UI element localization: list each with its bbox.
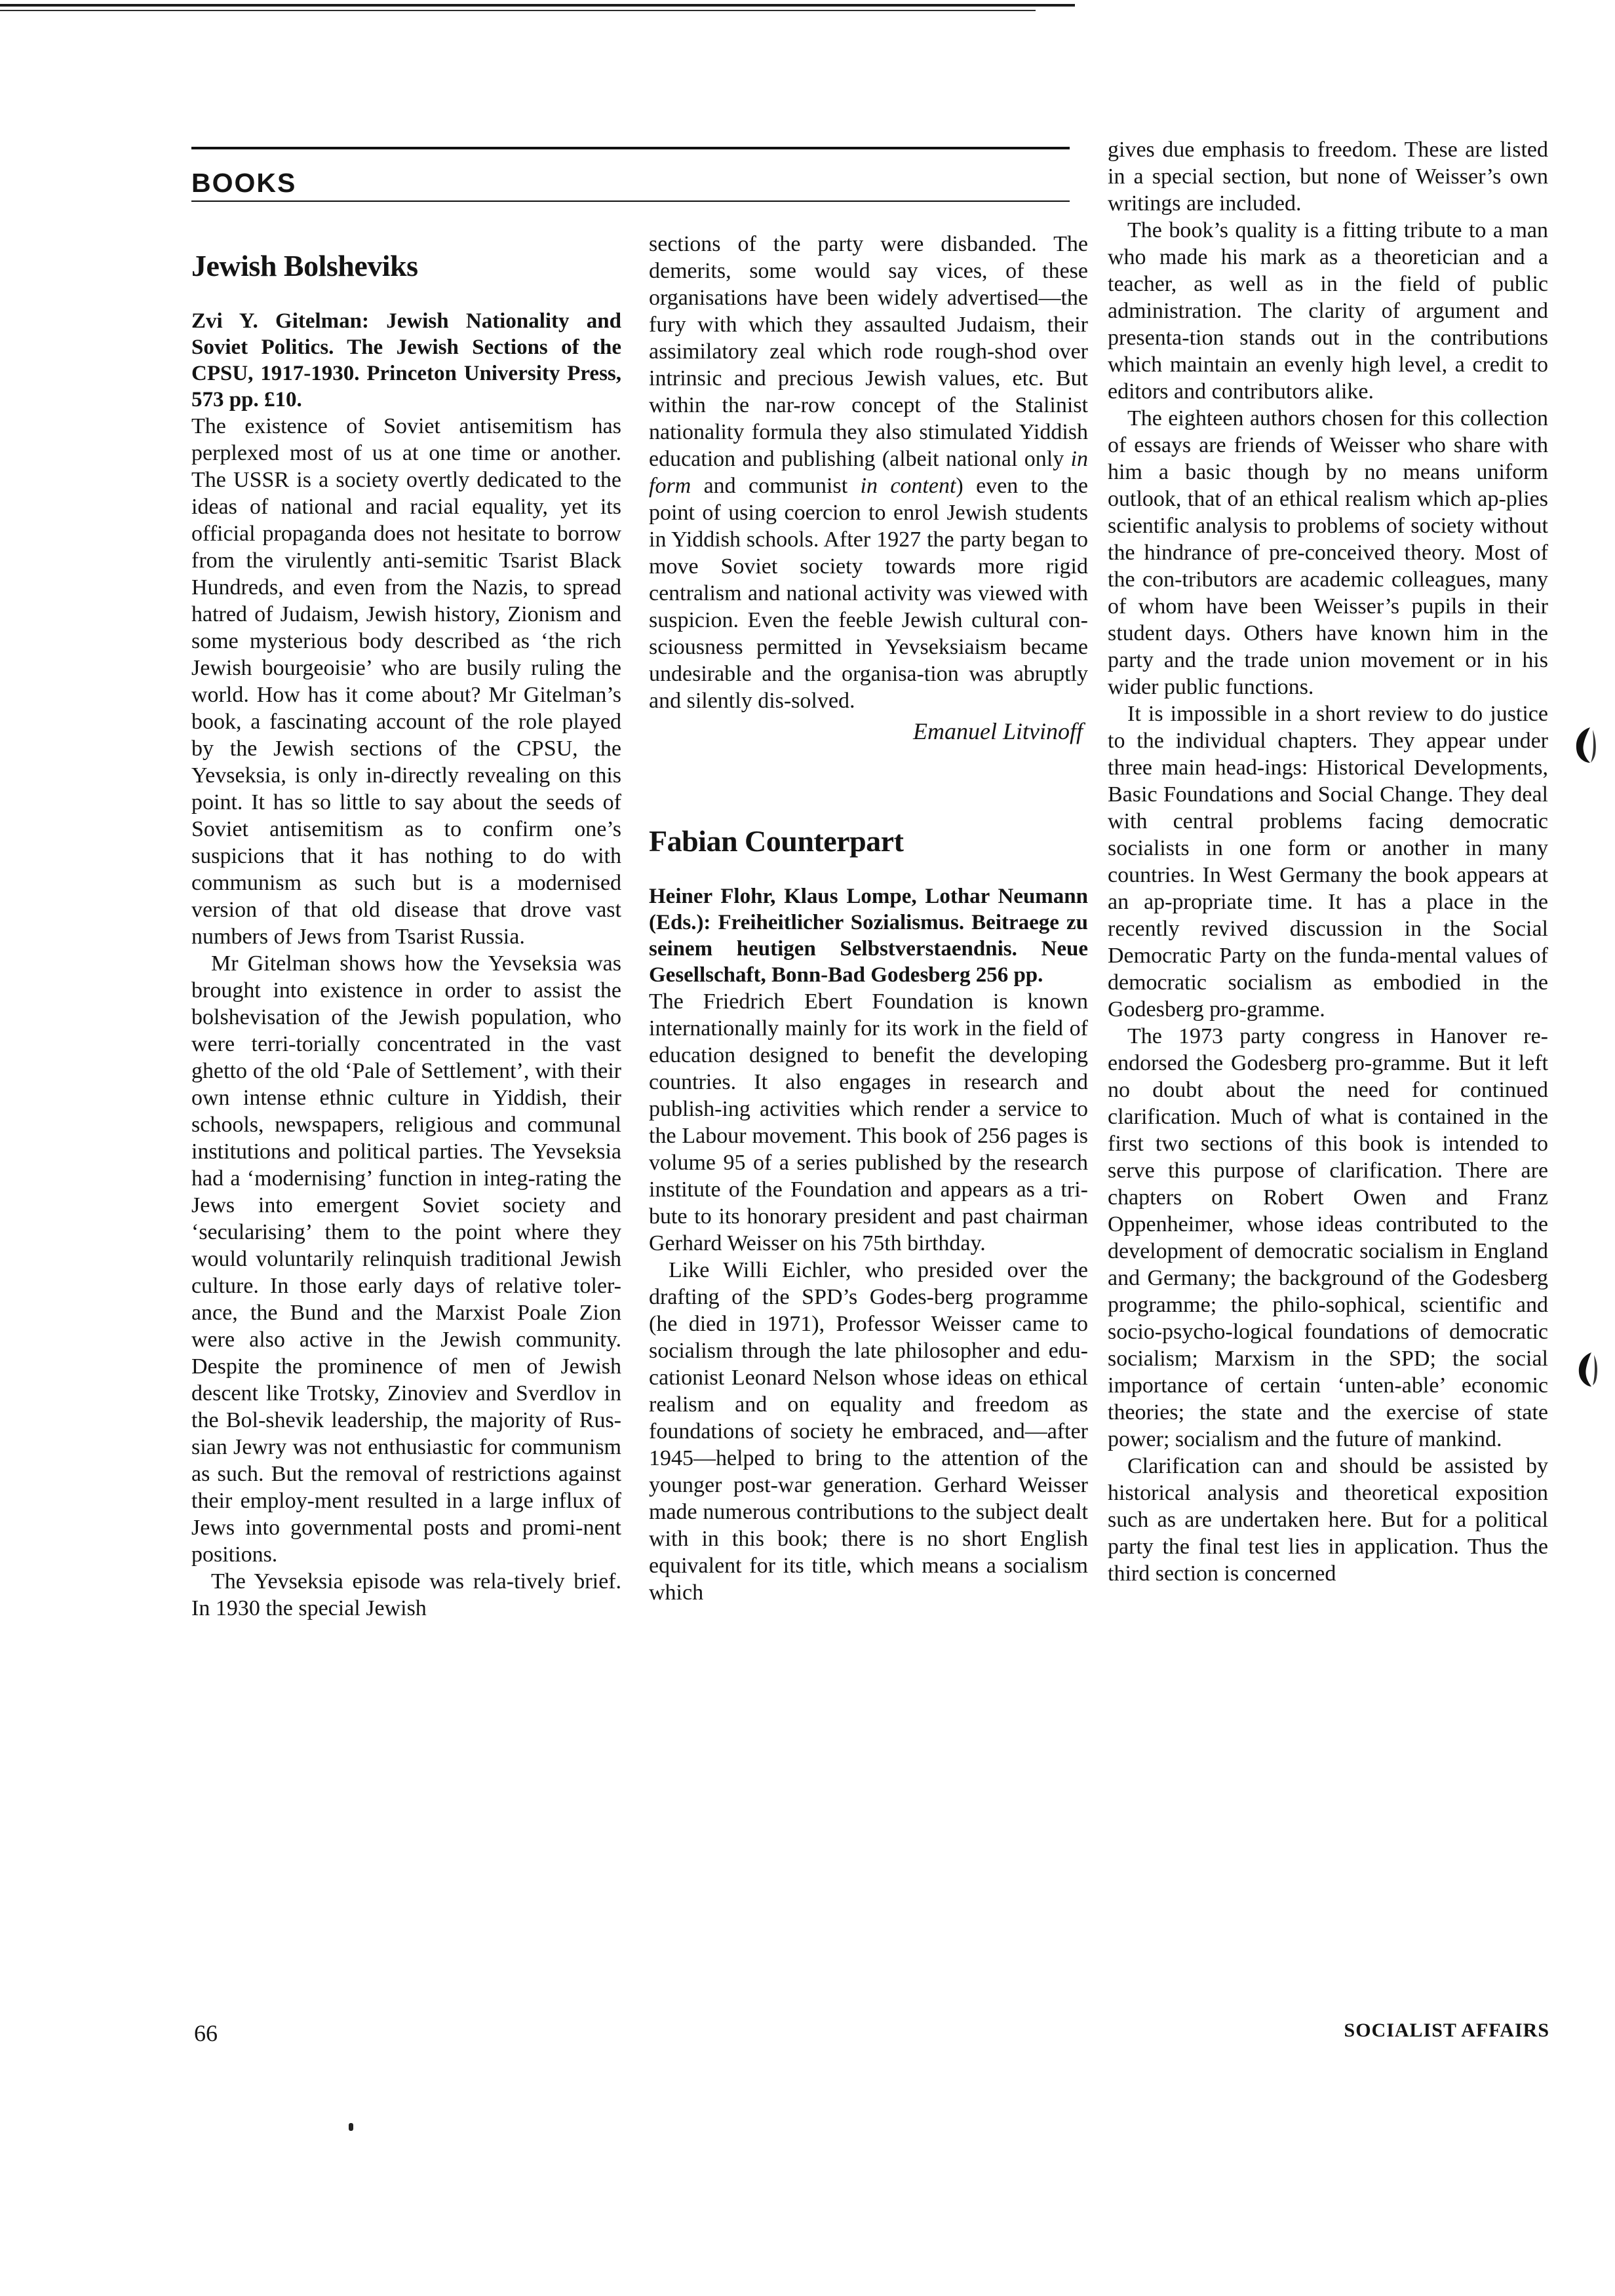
body-paragraph: The eighteen authors chosen for this collection of essays are friends of Weisser who share with him a basic though by no means uniform outlook, that of an ethical realism which ap-plies scientific analysis to problems of society without the hindrance of pre-conceived theory. Most of the con-tributors are academic colleagues, many of whom have been Weisser’s pupils in their student days. Others have known him in the party and the trade union movement or in his wider public functions.: [1108, 406, 1548, 699]
review-title: Jewish Bolsheviks: [191, 249, 418, 282]
body-paragraph: The book’s quality is a fitting tribute to a man who made his mark as a theoretician and a teacher, as well as in the field of public administration. The clarity of argument and presenta-tion stands out in the contributions which maintain an evenly high level, a credit to editors and contributors alike.: [1108, 218, 1548, 404]
body-paragraph: The Yevseksia episode was rela-tively brief. In 1930 the special Jewish: [191, 1569, 621, 1620]
scan-speck: [349, 2123, 353, 2131]
reviewer-signature: Emanuel Litvinoff: [913, 718, 1083, 744]
top-border-rule: [0, 4, 1615, 14]
body-paragraph: gives due emphasis to freedom. These are listed in a special section, but none of Weisser’s own writings are included.: [1108, 138, 1548, 216]
page-number: 66: [194, 2020, 218, 2046]
body-paragraph: The Friedrich Ebert Foundation is known internationally mainly for its work in the field of education designed to benefit the developing countries. It also engages in research and publish-ing activities which render a service to the Labour movement. This book of 256 pages is volume 95 of a series published by the research institute of the Foundation and appears as a tri-bute to its honorary president and past chairman Gerhard Weisser on his 75th birthday.: [649, 989, 1088, 1255]
body-paragraph: Like Willi Eichler, who presided over the drafting of the SPD’s Godes-berg programme (he died in 1971), Professor Weisser came to socialism through the late philosopher and edu-cationist Leonard Nelson whose ideas on ethical realism and on equality and freedom as foundations of society he embraced, and—after 1945—helped to bring to the attention of the younger post-war generation. Gerhard Weisser made numerous contributions to the subject dealt with in this book; there is no short English equivalent for its title, which means a socialism which: [649, 1258, 1088, 1605]
column-3: [1108, 136, 1548, 1587]
body-paragraph: Clarification can and should be assisted by historical analysis and theoretical exposition such as are undertaken here. But for a political party the final test lies in application. Thus the third section is concerned: [1108, 1454, 1548, 1586]
punch-hole-icon: [1570, 725, 1599, 765]
body-paragraph: It is impossible in a short review to do justice to the individual chapters. They appear under three main head-ings: Historical Developments, Basic Foundations and Social Change. They deal with central problems facing democratic socialists in one form or another in many countries. In West Germany the book appears at an ap-propriate time. It has a place in the recently revived discussion in the Social Democratic Party on the funda-mental values of democratic socialism as embodied in the Godesberg pro-gramme.: [1108, 702, 1548, 1022]
body-paragraph: sections of the party were disbanded. The demerits, some would say vices, of these organisations have been widely advertised—the fury with which they assaulted Judaism, their assimilatory zeal which rode rough-shod over intrinsic and precious Jewish values, etc. But within the nar-row concept of the Stalinist nationality formula they also stimulated Yiddish education and publishing (albeit national only in form and communist in content) even to the point of using coercion to enrol Jewish students in Yiddish schools. After 1927 the party began to move Soviet society towards more rigid centralism and national activity was viewed with suspicion. Even the feeble Jewish cultural con-sciousness permitted in Yevseksiaism became undesirable and the organisa-tion was abruptly and silently dis-solved.: [649, 232, 1088, 713]
body-paragraph: Mr Gitelman shows how the Yevseksia was brought into existence in order to assist the bolshevisation of the Jewish population, who were terri-torially concentrated in the vast ghetto of the old ‘Pale of Settlement’, with their own intense ethnic culture in Yiddish, their schools, newspapers, religious and communal institutions and political parties. The Yevseksia had a ‘modernising’ function in integ-rating the Jews into emergent Soviet society and ‘secularising’ them to the point where they would voluntarily relinquish traditional Jewish culture. In those early days of relative toler-ance, the Bund and the Marxist Poale Zion were also active in the Jewish community. Despite the prominence of men of Jewish descent like Trotsky, Zinoviev and Sverdlov in the Bol-shevik leadership, the majority of Rus-sian Jewry was not enthusiastic for communism as such. But the removal of restrictions against their employ-ment resulted in a large influx of Jews into governmental posts and promi-nent positions.: [191, 951, 621, 1567]
column-2: [649, 231, 1088, 1606]
punch-hole-icon: [1573, 1349, 1602, 1389]
book-citation: Zvi Y. Gitelman: Jewish Nationality and Soviet Politics. The Jewish Sections of the CPSU, 1917-1930. Princeton University Press, 573 pp. £10.: [191, 309, 621, 411]
section-label: BOOKS: [191, 168, 297, 198]
journal-name: SOCIALIST AFFAIRS: [1344, 2019, 1549, 2041]
body-paragraph: The 1973 party congress in Hanover re-endorsed the Godesberg pro-gramme. But it left no doubt about the need for continued clarification. Much of what is contained in the first two sections of this book is intended to serve this purpose of clarification. There are chapters on Robert Owen and Franz Oppenheimer, whose ideas contributed to the development of democratic socialism in England and Germany; the background of the Godesberg programme; the philo-sophical, scientific and socio-psycho-logical foundations of democratic socialism; Marxism in the SPD; the social importance of certain ‘unten-able’ economic theories; the state and the exercise of state power; socialism and the future of mankind.: [1108, 1024, 1548, 1451]
section-rule-bottom: [191, 201, 1070, 202]
section-rule-top: [191, 147, 1070, 149]
body-paragraph: The existence of Soviet antisemitism has perplexed most of us at one time or another. The USSR is a society overtly dedicated to the ideas of national and racial equality, yet its official propaganda does not hesitate to borrow from the virulently anti-semitic Tsarist Black Hundreds, and even from the Nazis, to spread hatred of Judaism, Jewish history, Zionism and some mysterious body described as ‘the rich Jewish bourgeoisie’ who are busily ruling the world. How has it come about? Mr Gitelman’s book, a fascinating account of the role played by the Jewish sections of the CPSU, the Yevseksia, is only in-directly revealing on this point. It has so little to say about the seeds of Soviet antisemitism as to confirm one’s suspicions that it has nothing to do with communism as such but is a modernised version of that old disease that drove vast numbers of Jews from Tsarist Russia.: [191, 414, 621, 949]
book-citation: Heiner Flohr, Klaus Lompe, Lothar Neumann (Eds.): Freiheitlicher Sozialismus. Beitraege zu seinem heutigen Selbstverstaendnis. Neue Gesellschaft, Bonn-Bad Godesberg 256 pp.: [649, 885, 1088, 987]
column-1: [191, 249, 621, 1622]
review-title: Fabian Counterpart: [649, 824, 904, 858]
